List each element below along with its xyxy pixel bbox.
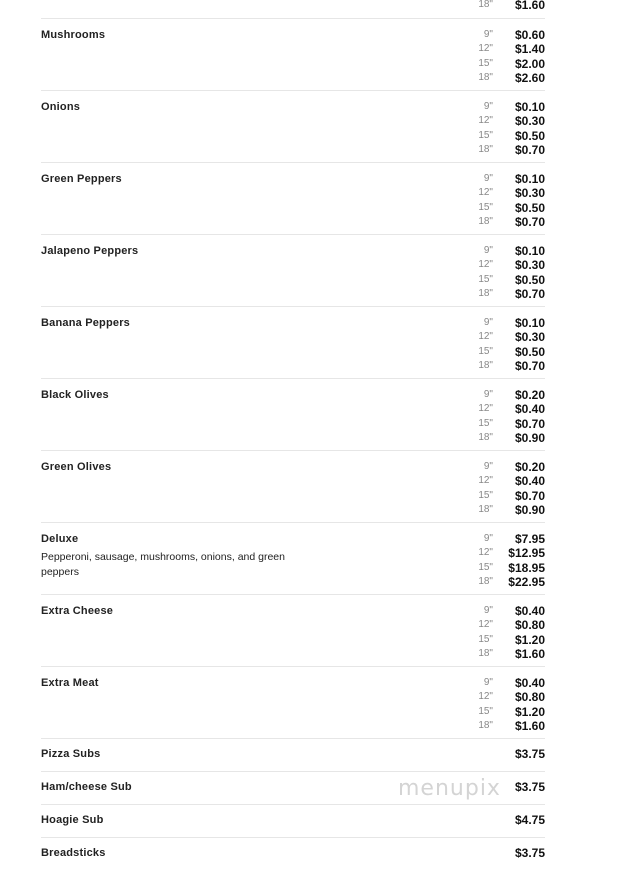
size-label: 9" [483, 317, 493, 328]
item-description: Pepperoni, sausage, mushrooms, onions, and green peppers [41, 551, 285, 578]
price-line [465, 633, 545, 647]
size-label: 12" [478, 475, 493, 487]
price-value: $0.70 [514, 416, 545, 431]
size-label: 18" [478, 143, 493, 155]
size-label: 15" [478, 57, 493, 69]
item-name: Mushrooms [41, 29, 106, 41]
price-value: $0.30 [514, 258, 545, 273]
price-value: $0.40 [514, 604, 545, 618]
menu-item-row [41, 379, 545, 451]
size-label: 18" [478, 71, 493, 83]
price-line [465, 575, 545, 589]
menu-item-row [41, 451, 545, 523]
price-value: $0.30 [514, 114, 545, 129]
price-value: $0.60 [514, 28, 545, 42]
price-value: $0.50 [514, 344, 545, 359]
price-value: $0.30 [514, 186, 545, 201]
size-label: 15" [478, 561, 493, 573]
menu-item-row [41, 163, 545, 235]
price-line [465, 0, 545, 12]
price-value: $0.70 [514, 286, 545, 301]
price-line [465, 172, 545, 186]
price-value: $2.00 [514, 56, 545, 71]
price-line [465, 402, 545, 416]
price-value: $0.50 [514, 272, 545, 287]
price-line [465, 618, 545, 632]
size-label: 18" [478, 431, 493, 443]
size-label: 9" [483, 461, 493, 472]
price-value: $0.70 [514, 142, 545, 157]
price-value: $0.50 [514, 128, 545, 143]
price-value: $3.75 [514, 780, 545, 794]
size-label: 15" [478, 705, 493, 717]
size-label: 15" [478, 273, 493, 285]
item-name: Black Olives [41, 389, 109, 401]
item-name: Green Peppers [41, 173, 122, 185]
menu-item-row [41, 595, 545, 667]
size-label: 9" [483, 29, 493, 40]
price-value: $0.40 [514, 676, 545, 690]
size-label: 9" [483, 245, 493, 256]
price-line [465, 57, 545, 71]
price-line [465, 345, 545, 359]
item-name: Ham/cheese Sub [41, 781, 132, 793]
price-line [465, 705, 545, 719]
price-value: $1.60 [514, 646, 545, 661]
item-name: Green Olives [41, 461, 112, 473]
menu-list [41, 0, 545, 870]
price-line [465, 546, 545, 560]
price-line [465, 316, 545, 330]
item-name: Extra Cheese [41, 605, 114, 617]
price-value: $1.60 [514, 718, 545, 733]
item-name: Hoagie Sub [41, 814, 104, 826]
size-label: 12" [478, 331, 493, 343]
price-list [465, 28, 545, 85]
price-line [465, 273, 545, 287]
menu-item-row [41, 307, 545, 379]
price-line [465, 604, 545, 618]
price-line [465, 417, 545, 431]
price-value: $0.10 [514, 244, 545, 258]
simple-item-row [41, 739, 545, 772]
price-line [465, 503, 545, 517]
simple-item-row [41, 805, 545, 838]
price-value: $0.10 [514, 100, 545, 114]
size-label: 12" [478, 43, 493, 55]
price-line [465, 201, 545, 215]
partial-item-row [41, 0, 545, 19]
size-label: 9" [483, 101, 493, 112]
size-label: 9" [483, 677, 493, 688]
price-value: $0.70 [514, 488, 545, 503]
price-value: $0.30 [514, 330, 545, 345]
size-label: 12" [478, 115, 493, 127]
price-list [465, 100, 545, 157]
size-label: 12" [478, 403, 493, 415]
price-value: $0.40 [514, 402, 545, 417]
price-value: $1.20 [514, 632, 545, 647]
size-label: 15" [478, 489, 493, 501]
price-value: $0.90 [514, 502, 545, 517]
price-line [465, 460, 545, 474]
price-line [465, 330, 545, 344]
size-label: 9" [483, 605, 493, 616]
price-line [465, 114, 545, 128]
price-line [465, 359, 545, 373]
price-value: $0.10 [514, 172, 545, 186]
item-name: Onions [41, 101, 81, 113]
price-list [465, 172, 545, 229]
price-line [465, 100, 545, 114]
price-list [465, 388, 545, 445]
price-value: $3.75 [514, 747, 545, 761]
price-list [465, 676, 545, 733]
item-name: Banana Peppers [41, 317, 131, 329]
price-value: $1.20 [514, 704, 545, 719]
price-line [465, 647, 545, 661]
price-line [465, 388, 545, 402]
size-label: 18" [478, 215, 493, 227]
menu-item-row [41, 235, 545, 307]
size-label: 18" [478, 503, 493, 515]
price-value: $0.80 [514, 618, 545, 633]
price-line [465, 690, 545, 704]
size-label: 18" [478, 287, 493, 299]
size-label: 18" [478, 0, 493, 10]
price-list [465, 460, 545, 517]
item-name: Breadsticks [41, 847, 106, 859]
price-line [465, 143, 545, 157]
price-line [465, 258, 545, 272]
size-label: 15" [478, 345, 493, 357]
price-list [465, 604, 545, 661]
price-line [465, 42, 545, 56]
size-label: 12" [478, 619, 493, 631]
menu-item-row [41, 19, 545, 91]
price-value: $0.90 [514, 430, 545, 445]
item-name: Jalapeno Peppers [41, 245, 139, 257]
menu-item-row [41, 91, 545, 163]
price-value: $0.10 [514, 316, 545, 330]
item-name: Deluxe [41, 533, 79, 545]
price-line [465, 532, 545, 546]
price-value: $3.75 [514, 846, 545, 860]
price-line [465, 129, 545, 143]
price-line [465, 28, 545, 42]
price-value: $7.95 [514, 532, 545, 546]
size-label: 12" [478, 187, 493, 199]
price-line [465, 186, 545, 200]
price-value: $0.50 [514, 200, 545, 215]
price-line [465, 719, 545, 733]
item-name: Extra Meat [41, 677, 99, 689]
price-line [465, 287, 545, 301]
price-line [465, 431, 545, 445]
item-name: Pizza Subs [41, 748, 101, 760]
size-label: 12" [478, 691, 493, 703]
menu-item-row [41, 523, 545, 595]
price-value: $0.70 [514, 358, 545, 373]
size-label: 12" [478, 547, 493, 559]
size-label: 12" [478, 259, 493, 271]
price-value: $1.60 [514, 0, 545, 12]
price-value: $18.95 [508, 560, 545, 575]
price-line [465, 474, 545, 488]
size-label: 15" [478, 129, 493, 141]
price-list [465, 316, 545, 373]
price-line [465, 561, 545, 575]
size-label: 15" [478, 201, 493, 213]
price-list [465, 244, 545, 301]
price-line [465, 71, 545, 85]
price-value: $0.40 [514, 474, 545, 489]
price-line [465, 244, 545, 258]
price-value: $12.95 [508, 546, 545, 561]
price-line [465, 215, 545, 229]
size-label: 9" [483, 533, 493, 544]
size-label: 18" [478, 359, 493, 371]
price-list [465, 532, 545, 589]
size-label: 18" [478, 575, 493, 587]
size-label: 15" [478, 633, 493, 645]
price-value: $0.70 [514, 214, 545, 229]
price-value: $1.40 [514, 42, 545, 57]
price-value: $2.60 [514, 70, 545, 85]
price-list [465, 0, 545, 12]
size-label: 9" [483, 389, 493, 400]
price-value: $0.20 [514, 460, 545, 474]
price-line [465, 676, 545, 690]
price-line [465, 489, 545, 503]
price-value: $0.80 [514, 690, 545, 705]
price-value: $0.20 [514, 388, 545, 402]
menupix-watermark: menupix [398, 776, 501, 801]
menu-item-row [41, 667, 545, 739]
size-label: 15" [478, 417, 493, 429]
size-label: 18" [478, 647, 493, 659]
size-label: 18" [478, 719, 493, 731]
size-label: 9" [483, 173, 493, 184]
simple-item-row [41, 838, 545, 870]
price-value: $22.95 [508, 574, 545, 589]
price-value: $4.75 [514, 813, 545, 827]
